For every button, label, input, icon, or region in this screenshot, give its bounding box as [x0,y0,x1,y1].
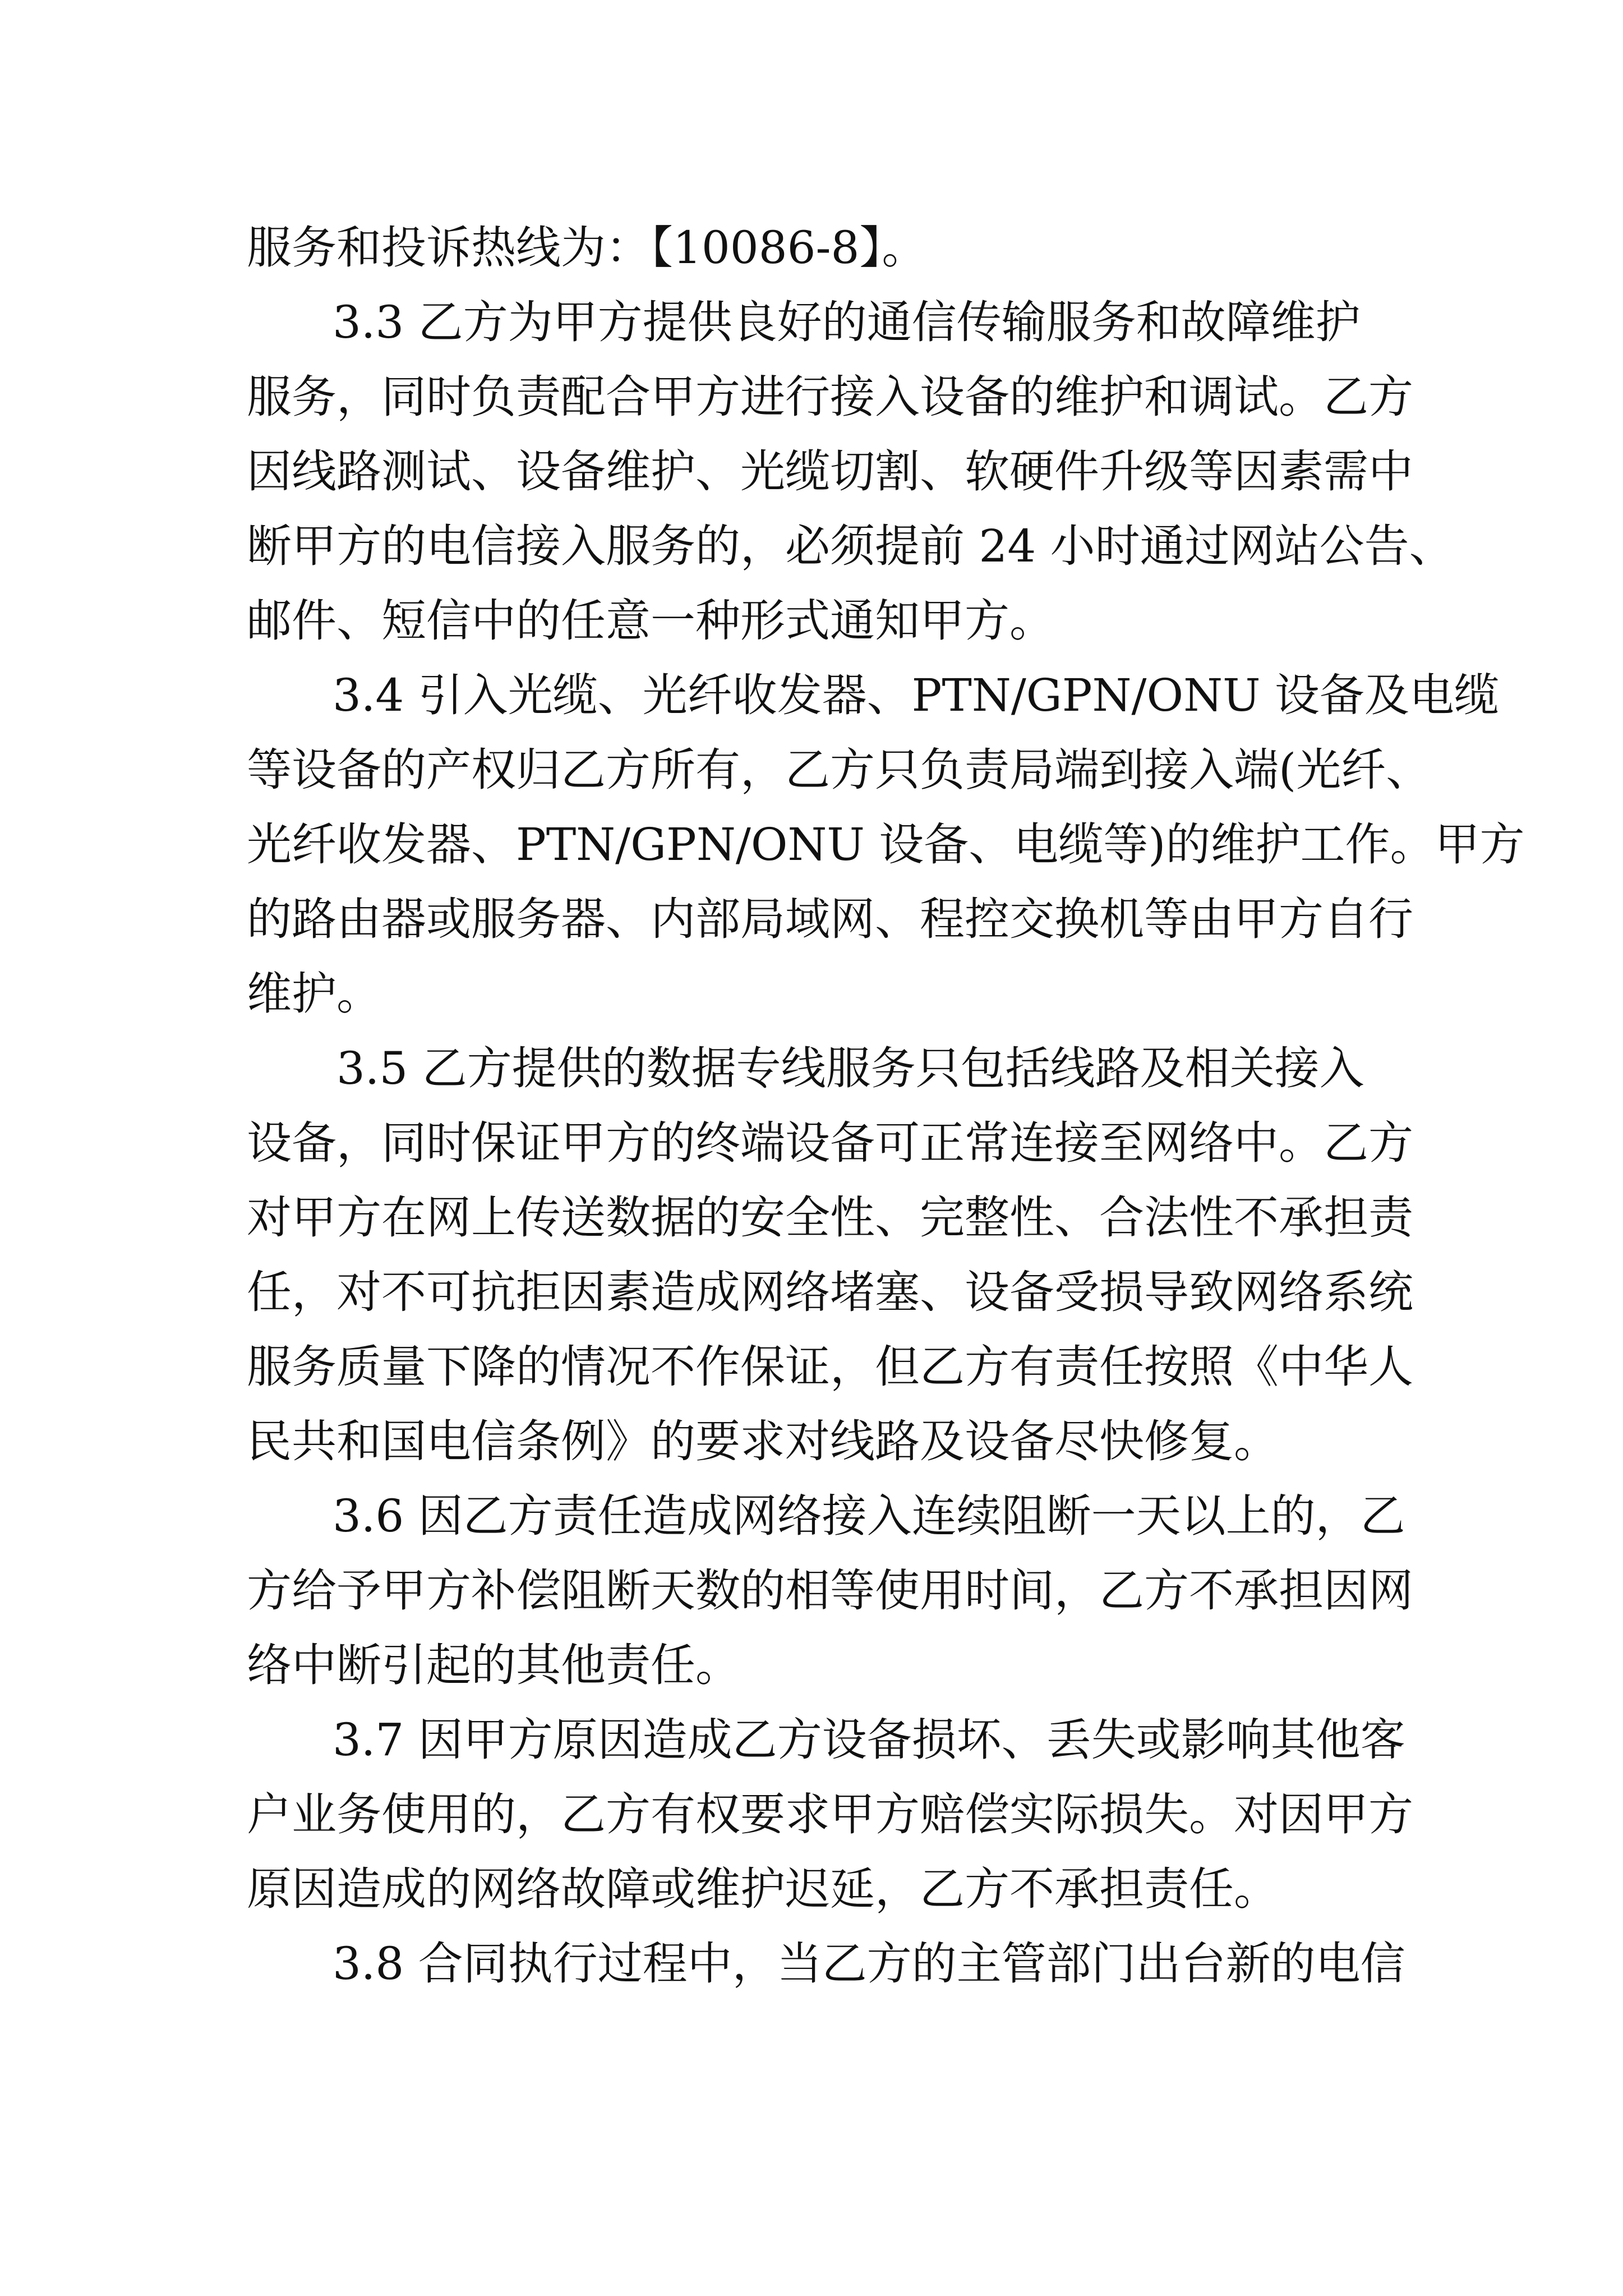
text-line-5: 断甲方的电信接入服务的，必须提前 24 小时通过网站公告、 [247,520,1454,572]
text-line-18: 3.6 因乙方责任造成网络接入连续阻断一天以上的，乙 [333,1490,1405,1542]
text-line-3: 服务，同时负责配合甲方进行接入设备的维护和调试。乙方 [247,371,1413,423]
text-line-13: 设备，同时保证甲方的终端设备可正常连接至网络中。乙方 [247,1117,1413,1169]
text-line-9: 光纤收发器、PTN/GPN/ONU 设备、电缆等)的维护工作。甲方 [247,818,1525,871]
text-line-7: 3.4 引入光缆、光纤收发器、PTN/GPN/ONU 设备及电缆 [333,669,1499,721]
text-line-10: 的路由器或服务器、内部局域网、程控交换机等由甲方自行 [247,893,1413,945]
text-line-8: 等设备的产权归乙方所有，乙方只负责局端到接入端(光纤、 [247,744,1431,796]
text-line-19: 方给予甲方补偿阻断天数的相等使用时间，乙方不承担因网 [247,1565,1413,1617]
text-line-14: 对甲方在网上传送数据的安全性、完整性、合法性不承担责 [247,1191,1413,1244]
text-line-2: 3.3 乙方为甲方提供良好的通信传输服务和故障维护 [333,296,1361,348]
text-line-17: 民共和国电信条例》的要求对线路及设备尽快修复。 [247,1415,1279,1467]
text-line-15: 任，对不可抗拒因素造成网络堵塞、设备受损导致网络系统 [247,1266,1413,1318]
text-line-11: 维护。 [247,968,381,1020]
text-line-16: 服务质量下降的情况不作保证，但乙方有责任按照《中华人 [247,1341,1413,1393]
text-line-21: 3.7 因甲方原因造成乙方设备损坏、丢失或影响其他客 [333,1714,1405,1766]
text-line-20: 络中断引起的其他责任。 [247,1639,740,1691]
text-line-24: 3.8 合同执行过程中，当乙方的主管部门出台新的电信 [333,1938,1405,1990]
text-line-6: 邮件、短信中的任意一种形式通知甲方。 [247,595,1054,647]
text-line-22: 户业务使用的，乙方有权要求甲方赔偿实际损失。对因甲方 [247,1788,1413,1841]
text-line-1: 服务和投诉热线为：【10086-8】。 [247,222,927,274]
text-line-4: 因线路测试、设备维护、光缆切割、软硬件升级等因素需中 [247,445,1413,498]
text-line-23: 原因造成的网络故障或维护迟延，乙方不承担责任。 [247,1863,1279,1915]
text-line-12: 3.5 乙方提供的数据专线服务只包括线路及相关接入 [336,1042,1364,1094]
